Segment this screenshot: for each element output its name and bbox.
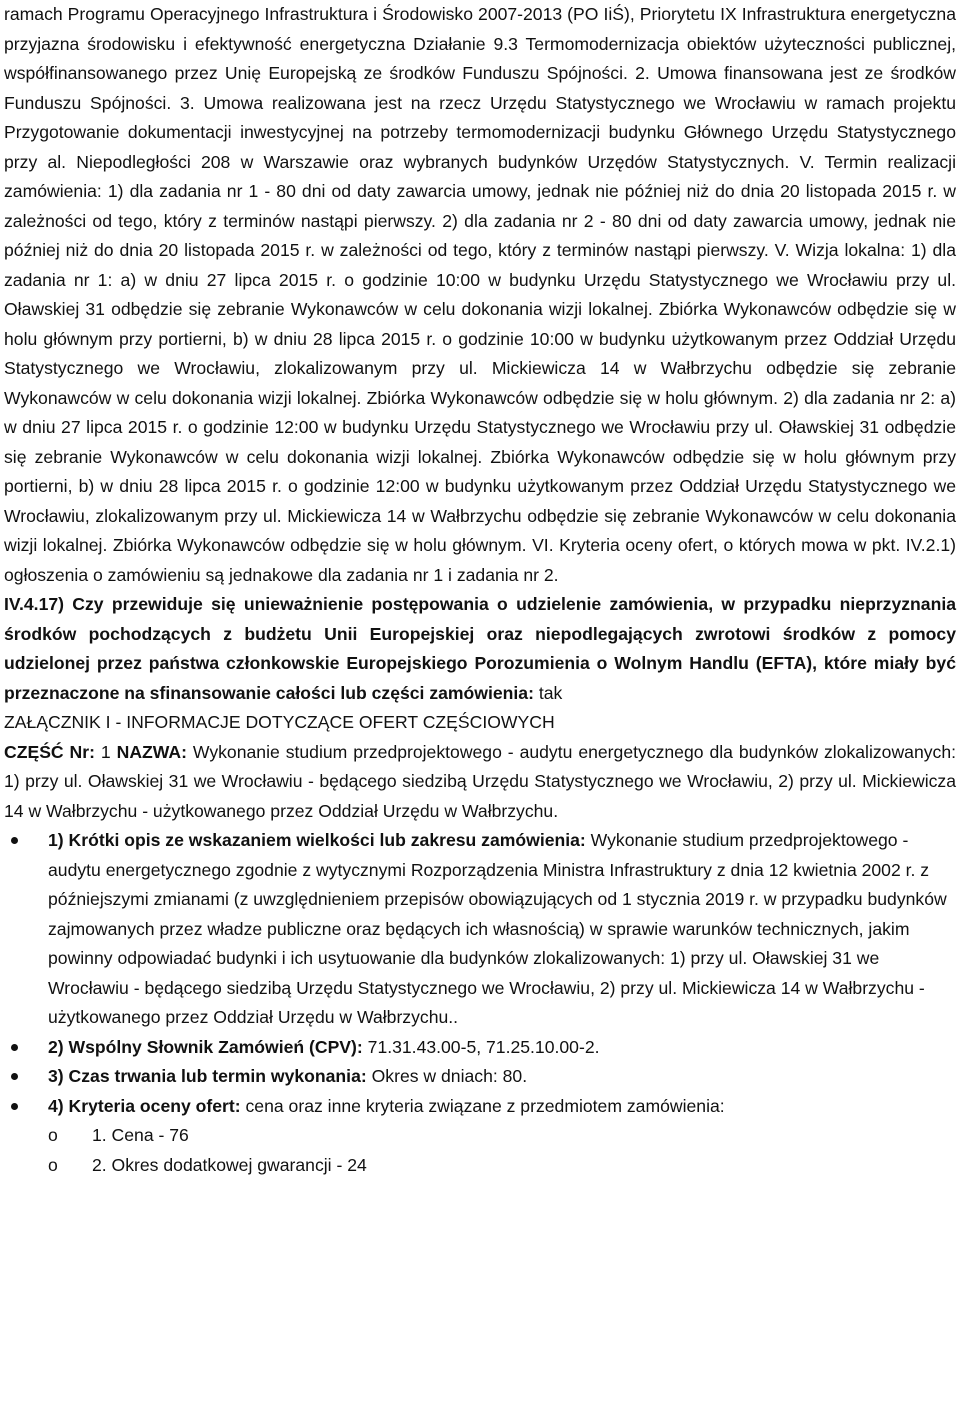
- criteria-subitem: [4, 1121, 956, 1151]
- circle-bullet-icon: o: [48, 1154, 58, 1175]
- duration-label: 3) Czas trwania lub termin wykonania:: [48, 1066, 367, 1086]
- description-value: Wykonanie studium przedprojektowego - audytu energetycznego zgodnie z wytycznymi Rozporządzenia Ministra Infrastruktury z dnia 12 kwietnia 2002 r. z późniejszymi zmianami (z uwzględnieniem przepisów obowiązujących od 1 stycznia 2019 r. w przypadku budynków zajmowanych przez władze publiczne oraz będących ich własnością) w sprawie warunków technicznych, jakim powinny odpowiadać budynki i ich usytuowanie dla budynków zlokalizowanych: 1) przy ul. Oławskiej 31 we Wrocławiu - będącego siedzibą Urzędu Statystycznego we Wrocławiu, 2) przy ul. Mickiewicza 14 w Wałbrzychu - użytkowanego przez Oddział Urzędu w Wałbrzychu..: [48, 830, 947, 1027]
- description-label: 1) Krótki opis ze wskazaniem wielkości lub zakresu zamówienia:: [48, 830, 586, 850]
- criteria-sublist: [4, 1121, 956, 1180]
- duration-value: Okres w dniach: 80.: [366, 1066, 528, 1086]
- criteria-subitem-text: 2. Okres dodatkowej gwarancji - 24: [92, 1154, 367, 1175]
- bullet-icon: [11, 1044, 18, 1051]
- cpv-value: 71.31.43.00-5, 71.25.10.00-2.: [362, 1036, 600, 1057]
- criteria-value: cena oraz inne kryteria związane z przedmiotem zamówienia:: [240, 1095, 725, 1116]
- circle-bullet-icon: o: [48, 1125, 58, 1145]
- bullet-icon: [11, 1103, 18, 1110]
- document-page: [4, 0, 956, 1180]
- iv-4-17-paragraph: [4, 590, 956, 708]
- list-item-description: [4, 826, 956, 1033]
- part-name-value: Wykonanie studium przedprojektowego - audytu energetycznego dla budynków zlokalizowanych: 1) przy ul. Oławskiej 31 we Wrocławiu - będącego siedzibą Urzędu Statystycznego we Wrocławiu, 2) przy ul. Mickiewicza 14 w Wałbrzychu - użytkowanego przez Oddział Urzędu w Wałbrzychu.: [4, 741, 956, 821]
- part-nr-value: 1: [94, 741, 117, 762]
- criteria-subitem: [4, 1151, 956, 1181]
- part-name-label: NAZWA:: [116, 741, 187, 762]
- annex-title: ZAŁĄCZNIK I - INFORMACJE DOTYCZĄCE OFERT CZĘŚCIOWYCH: [4, 712, 555, 732]
- criteria-label: 4) Kryteria oceny ofert:: [48, 1095, 241, 1116]
- list-item-criteria: [4, 1092, 956, 1122]
- bullet-icon: [11, 837, 18, 844]
- bullet-icon: [11, 1073, 18, 1080]
- criteria-subitem-text: 1. Cena - 76: [92, 1125, 189, 1145]
- part-paragraph: [4, 738, 956, 827]
- iv-4-17-question: IV.4.17) Czy przewiduje się unieważnienie postępowania o udzielenie zamówienia, w przypadku nieprzyznania środków pochodzących z budżetu Unii Europejskiej oraz niepodlegających zwrotowi środków z pomocy udzielonej przez państwa członkowskie Europejskiego Porozumienia o Wolnym Handlu (EFTA), które miały być przeznaczone na sfinansowanie całości lub części zamówienia:: [4, 594, 956, 703]
- part-nr-label: CZĘŚĆ Nr:: [4, 741, 95, 762]
- cpv-label: 2) Wspólny Słownik Zamówień (CPV):: [48, 1036, 363, 1057]
- iv-4-17-answer: tak: [533, 682, 563, 703]
- part-details-list: [4, 826, 956, 1121]
- list-item-duration: [4, 1062, 956, 1092]
- section-v-paragraph: ramach Programu Operacyjnego Infrastruktura i Środowisko 2007-2013 (PO IiŚ), Priorytetu IX Infrastruktura energetyczna przyjazna środowisku i efektywność energetyczna Działanie 9.3 Termomodernizacja obiektów użyteczności publicznej, współfinansowanego przez Unię Europejską ze środków Funduszu Spójności. 2. Umowa finansowana jest ze środków Funduszu Spójności. 3. Umowa realizowana jest na rzecz Urzędu Statystycznego we Wrocławiu w ramach projektu Przygotowanie dokumentacji inwestycyjnej na potrzeby termomodernizacji budynku Głównego Urzędu Statystycznego przy al. Niepodległości 208 w Warszawie oraz wybranych budynków Urzędów Statystycznych. V. Termin realizacji zamówienia: 1) dla zadania nr 1 - 80 dni od daty zawarcia umowy, jednak nie później niż do dnia 20 listopada 2015 r. w zależności od tego, który z terminów nastąpi pierwszy. 2) dla zadania nr 2 - 80 dni od daty zawarcia umowy, jednak nie później niż do dnia 20 listopada 2015 r. w zależności od tego, który z terminów nastąpi pierwszy. V. Wizja lokalna: 1) dla zadania nr 1: a) w dniu 27 lipca 2015 r. o godzinie 10:00 w budynku Urzędu Statystycznego we Wrocławiu przy ul. Oławskiej 31 odbędzie się zebranie Wykonawców w celu dokonania wizji lokalnej. Zbiórka Wykonawców odbędzie się w holu głównym przy portierni, b) w dniu 28 lipca 2015 r. o godzinie 10:00 w budynku użytkowanym przez Oddział Urzędu Statystycznego we Wrocławiu, zlokalizowanym przy ul. Mickiewicza 14 w Wałbrzychu odbędzie się zebranie Wykonawców w celu dokonania wizji lokalnej. Zbiórka Wykonawców odbędzie się w holu głównym. 2) dla zadania nr 2: a) w dniu 27 lipca 2015 r. o godzinie 12:00 w budynku Urzędu Statystycznego we Wrocławiu przy ul. Oławskiej 31 odbędzie się zebranie Wykonawców w celu dokonania wizji lokalnej. Zbiórka Wykonawców odbędzie się w holu głównym przy portierni, b) w dniu 28 lipca 2015 r. o godzinie 12:00 w budynku użytkowanym przez Oddział Urzędu Statystycznego we Wrocławiu, zlokalizowanym przy ul. Mickiewicza 14 w Wałbrzychu odbędzie się zebranie Wykonawców w celu dokonania wizji lokalnej. Zbiórka Wykonawców odbędzie się w holu głównym. VI. Kryteria oceny ofert, o których mowa w pkt. IV.2.1) ogłoszenia o zamówieniu są jednakowe dla zadania nr 1 i zadania nr 2.: [4, 4, 956, 585]
- list-item-cpv: [4, 1033, 956, 1063]
